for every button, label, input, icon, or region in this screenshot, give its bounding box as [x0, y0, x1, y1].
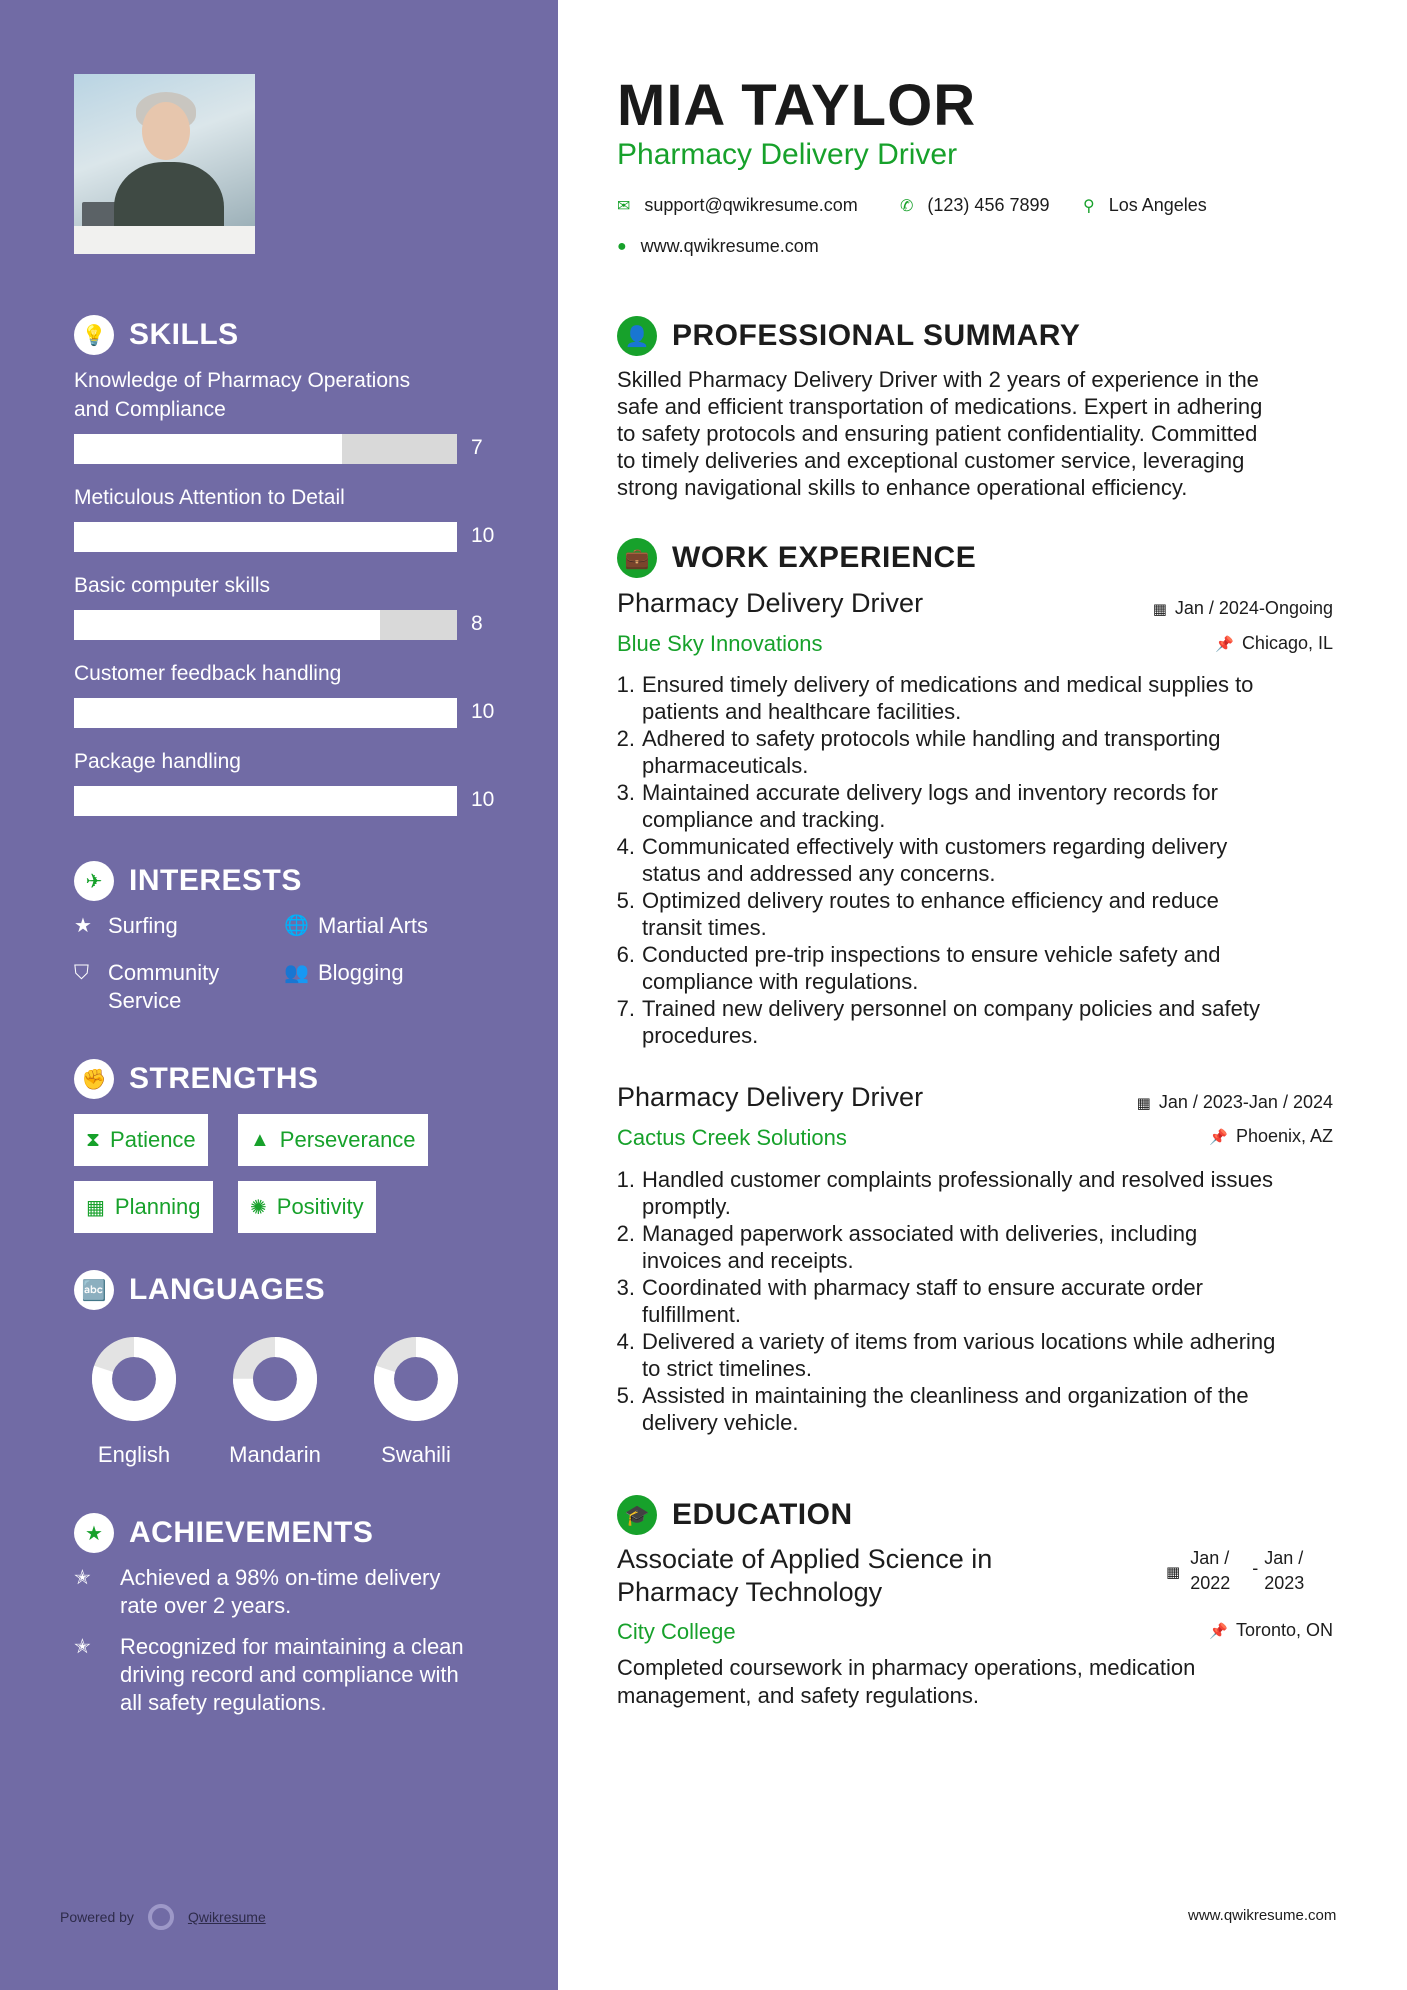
- job-role: Pharmacy Delivery Driver: [617, 1082, 924, 1112]
- skill-bar: [74, 610, 457, 640]
- skill-name: Basic computer skills: [74, 574, 271, 597]
- skill-value: 10: [471, 700, 495, 723]
- job-location: 📌 Phoenix, AZ: [1209, 1126, 1333, 1146]
- list-item: 3. Coordinated with pharmacy staff to ensure accurate order fulfillment.: [616, 1275, 1203, 1327]
- contact-location: ⚲ Los Angeles: [1083, 195, 1207, 215]
- pin-icon: 📌: [1215, 635, 1234, 653]
- powered-by: Powered by Qwikresume: [60, 1904, 266, 1930]
- list-item: 7. Trained new delivery personnel on company policies and safety procedures.: [616, 996, 1260, 1048]
- phone-icon: ✆: [900, 197, 914, 215]
- star-swoosh-icon: ✭: [74, 1636, 91, 1658]
- footer-website[interactable]: www.qwikresume.com: [1188, 1907, 1337, 1924]
- list-item: 1. Handled customer complaints professionally and resolved issues promptly.: [616, 1167, 1273, 1219]
- strength-badge: ▦ Planning: [74, 1181, 213, 1233]
- skill-value: 10: [471, 788, 495, 811]
- contact-email[interactable]: ✉ support@qwikresume.com: [617, 195, 858, 215]
- achievements-heading: ★ ACHIEVEMENTS: [74, 1513, 373, 1553]
- summary-text: Skilled Pharmacy Delivery Driver with 2 years of experience in the safe and efficient transportation of medications. Expert in adhering to safety protocols and ensuring patient confidentiality. Committed to timely deliveries and exceptional customer service, leveraging strong navigational skills to enhance operational efficiency.: [617, 367, 1263, 500]
- strength-badge: ▲ Perseverance: [238, 1114, 428, 1166]
- trophy-star-icon: ★: [74, 1513, 114, 1553]
- shield-icon: ⛉: [74, 962, 89, 984]
- job-dates: ▦ Jan / 2023-Jan / 2024: [1136, 1092, 1333, 1112]
- skill-bar: [74, 434, 457, 464]
- strength-badge: ✺ Positivity: [238, 1181, 376, 1233]
- language-donut: [373, 1336, 459, 1422]
- users-icon: 👥: [284, 962, 309, 984]
- globe-icon: ●: [617, 237, 627, 255]
- contact-phone[interactable]: ✆ (123) 456 7899: [900, 195, 1050, 215]
- star-swoosh-icon: ✭: [74, 1567, 91, 1589]
- skill-name: Knowledge of Pharmacy Operations and Compliance: [74, 369, 411, 421]
- brand-link[interactable]: Qwikresume: [187, 1909, 266, 1925]
- language-item: Swahili: [361, 1336, 471, 1468]
- skill-bar: [74, 786, 457, 816]
- list-item: 4. Delivered a variety of items from various locations while adhering to strict timelines.: [616, 1329, 1276, 1381]
- skill-item: [74, 571, 494, 635]
- job-location: 📌 Chicago, IL: [1215, 633, 1333, 653]
- map-pin-icon: ⚲: [1083, 197, 1095, 215]
- language-icon: 🔤: [74, 1270, 114, 1310]
- education-description: Completed coursework in pharmacy operations, medication management, and safety regulations.: [617, 1655, 1196, 1708]
- list-item: 2. Managed paperwork associated with deliveries, including invoices and receipts.: [616, 1221, 1198, 1273]
- sun-icon: ✺: [250, 1196, 267, 1219]
- skill-value: 8: [471, 612, 483, 635]
- interests-heading: ✈ INTERESTS: [74, 861, 302, 901]
- candidate-name: MIA TAYLOR: [617, 73, 977, 138]
- pin-icon: 📌: [1209, 1128, 1228, 1146]
- list-item: 3. Maintained accurate delivery logs and inventory records for compliance and tracking.: [616, 780, 1218, 832]
- skill-item: [74, 366, 494, 459]
- pin-icon: 📌: [1209, 1622, 1228, 1640]
- achievement-item: ✭ Recognized for maintaining a clean driving record and compliance with all safety regulations.: [74, 1634, 464, 1715]
- user-icon: 👤: [617, 316, 657, 356]
- calendar-icon: ▦: [1136, 1094, 1151, 1112]
- list-item: 5. Assisted in maintaining the cleanliness and organization of the delivery vehicle.: [616, 1383, 1249, 1435]
- skill-item: [74, 659, 495, 723]
- skill-name: Customer feedback handling: [74, 662, 342, 685]
- list-item: 5. Optimized delivery routes to enhance efficiency and reduce transit times.: [616, 888, 1219, 940]
- languages-heading: 🔤 LANGUAGES: [74, 1270, 325, 1310]
- interest-item: ⛉ Community Service: [74, 960, 220, 1013]
- list-item: 1. Ensured timely delivery of medications and medical supplies to patients and healthcare facilities.: [616, 672, 1254, 724]
- school-name: City College: [617, 1619, 736, 1644]
- list-item: 2. Adhered to safety protocols while handling and transporting pharmaceuticals.: [616, 726, 1221, 778]
- briefcase-chair-icon: 💼: [617, 538, 657, 578]
- skill-name: Meticulous Attention to Detail: [74, 486, 345, 509]
- skill-value: 7: [471, 436, 483, 459]
- language-item: English: [79, 1336, 189, 1468]
- skill-bar: [74, 698, 457, 728]
- paper-plane-icon: ✈: [74, 861, 114, 901]
- job-company: Blue Sky Innovations: [617, 631, 823, 656]
- degree-title: Associate of Applied Science in Pharmacy Technology: [617, 1544, 993, 1607]
- hourglass-icon: ⧗: [86, 1128, 101, 1151]
- profile-photo: [74, 74, 255, 254]
- qwikresume-logo-icon: [148, 1904, 174, 1930]
- interest-item: 👥 Blogging: [284, 960, 404, 985]
- job-role: Pharmacy Delivery Driver: [617, 588, 924, 618]
- list-item: 6. Conducted pre-trip inspections to ensure vehicle safety and compliance with regulations.: [616, 942, 1221, 994]
- language-donut: [232, 1336, 318, 1422]
- strength-badge: ⧗ Patience: [74, 1114, 208, 1166]
- calendar-icon: ▦: [1152, 600, 1167, 618]
- calendar-icon: ▦: [86, 1196, 105, 1219]
- skills-heading: 💡 SKILLS: [74, 315, 239, 355]
- skill-item: [74, 483, 495, 547]
- skill-name: Package handling: [74, 750, 241, 773]
- job-duties: [613, 671, 1343, 1049]
- interest-item: 🌐 Martial Arts: [284, 913, 429, 938]
- candidate-title: Pharmacy Delivery Driver: [617, 138, 958, 171]
- envelope-icon: ✉: [617, 197, 631, 215]
- star-icon: ★: [74, 915, 92, 937]
- achievement-item: ✭ Achieved a 98% on-time delivery rate over 2 years.: [74, 1565, 441, 1618]
- skill-value: 10: [471, 524, 495, 547]
- graduation-cap-icon: 🎓: [617, 1495, 657, 1535]
- experience-heading: 💼 WORK EXPERIENCE: [617, 538, 976, 578]
- lightbulb-icon: 💡: [74, 315, 114, 355]
- job-duties: [613, 1166, 1343, 1436]
- mountain-icon: ▲: [250, 1128, 270, 1151]
- sidebar: [0, 0, 558, 1990]
- skill-bar: [74, 522, 457, 552]
- skill-item: [74, 747, 495, 811]
- interest-item: ★ Surfing: [74, 913, 178, 938]
- education-location: 📌 Toronto, ON: [1209, 1620, 1333, 1640]
- strengths-heading: ✊ STRENGTHS: [74, 1059, 319, 1099]
- contact-website[interactable]: ● www.qwikresume.com: [617, 236, 819, 256]
- job-dates: ▦ Jan / 2024-Ongoing: [1152, 598, 1333, 618]
- education-dates: ▦ Jan / 2022 - Jan / 2023: [1166, 1546, 1304, 1596]
- language-item: Mandarin: [220, 1336, 330, 1468]
- globe-icon: 🌐: [284, 915, 309, 937]
- education-heading: 🎓 EDUCATION: [617, 1495, 853, 1535]
- list-item: 4. Communicated effectively with customers regarding delivery status and addressed any concerns.: [616, 834, 1228, 886]
- fist-icon: ✊: [74, 1059, 114, 1099]
- summary-heading: 👤 PROFESSIONAL SUMMARY: [617, 316, 1080, 356]
- job-company: Cactus Creek Solutions: [617, 1125, 847, 1150]
- language-donut: [91, 1336, 177, 1422]
- calendar-icon: ▦: [1166, 1564, 1181, 1581]
